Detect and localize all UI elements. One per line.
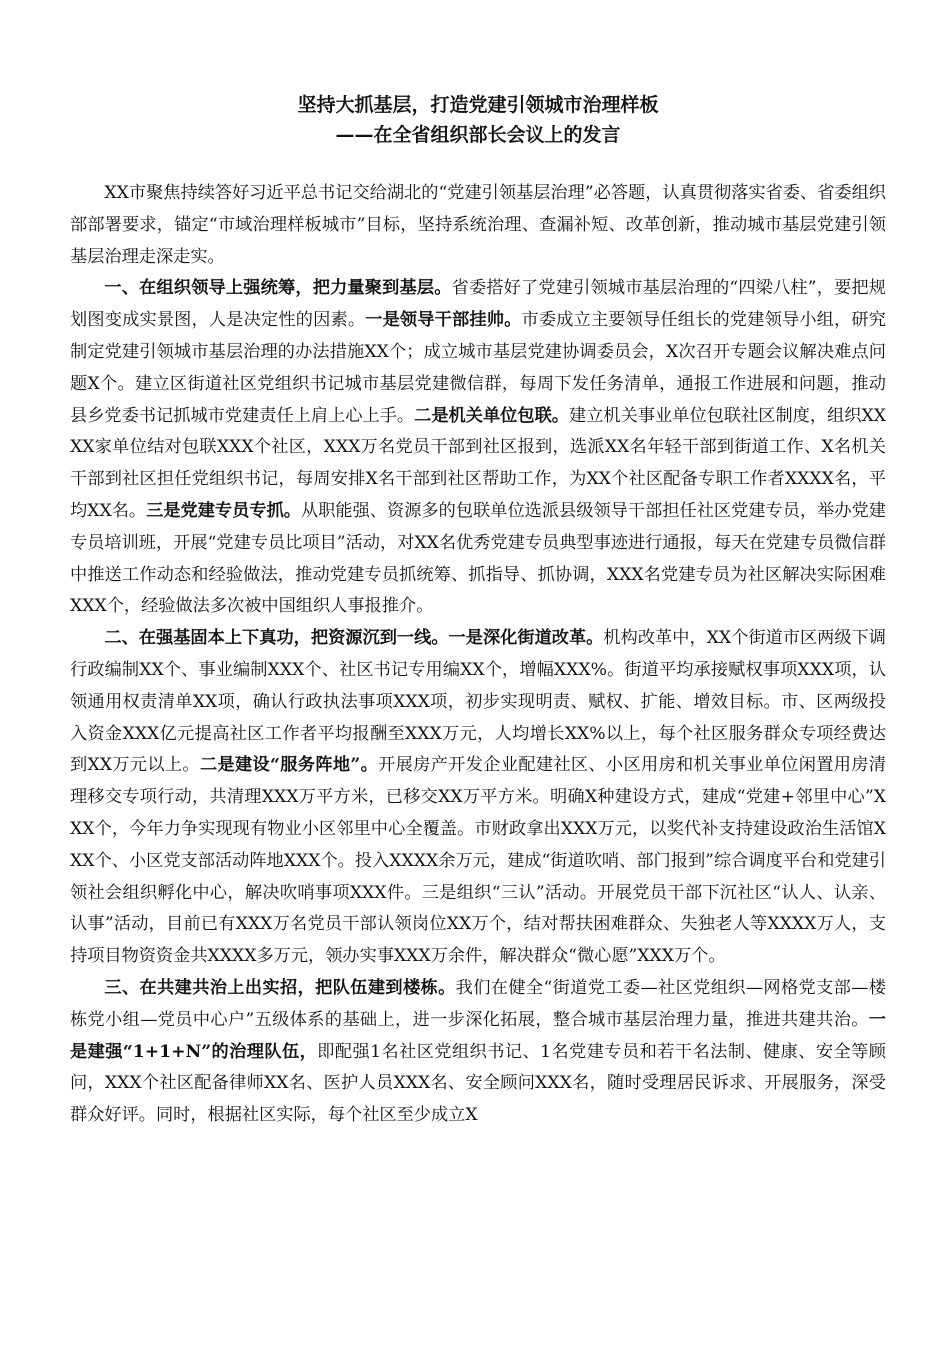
text-run: 省委搭好了党建引领城市基层治理的“四梁八柱”，要把规划图变成实景图，人是决定性的因素。 xyxy=(70,278,886,331)
text-run: 即配强1名社区党组织书记、1名党建专员和若干名法制、健康、安全等顾问，XXX个社区配备律师XX名、医护人员XXX名、安全顾问XXX名，随时受理居民诉求、开展服务，深受群众好评。同时，根据社区实际，每个社区至少成立X xyxy=(70,1041,886,1126)
point-heading: 一是深化街道改革。 xyxy=(448,628,604,649)
section-heading: 一、在组织领导上强统筹，把力量聚到基层。 xyxy=(104,278,452,299)
paragraph-section-1 xyxy=(70,273,886,623)
document-page xyxy=(70,90,886,1132)
text-run: 开展房产开发企业配建社区、小区用房和机关事业单位闲置用房清理移交专项行动，共清理XXX万平方米，已移交XX万平方米。明确X种建设方式，建成“党建+邻里中心”XXX个，今年力争实现现有物业小区邻里中心全覆盖。市财政拿出XXX万元，以奖代补支持建设政治生活馆XXX个、小区党支部活动阵地XXX个。投入XXXX余万元，建成“街道吹哨、部门报到”综合调度平台和党建引领社会组织孵化中心，解决吹哨事项XXX件。三是组织“三认”活动。开展党员干部下沉社区“认人、认亲、认事”活动，目前已有XXX万名党员干部认领岗位XX万个，结对帮扶困难群众、失独老人等XXXX万人，支持项目物资资金共XXXX多万元，领办实事XXX万余件，解决群众“微心愿”XXX万个。 xyxy=(70,755,886,967)
paragraph-section-3 xyxy=(70,973,886,1132)
paragraph-intro xyxy=(70,178,886,273)
point-heading: 三是党建专员专抓。 xyxy=(146,500,301,521)
point-heading: 一是领导干部挂帅。 xyxy=(365,310,522,331)
paragraph-section-2 xyxy=(70,623,886,973)
text-run: 建立机关事业单位包联社区制度，组织XXXX家单位结对包联XXX个社区，XXX万名党员干部到社区报到，选派XX名年轻干部到街道工作、X名机关干部到社区担任党组织书记，每周安排X名干部到社区帮助工作，为XX个社区配备专职工作者XXXX名，平均XX名。 xyxy=(70,405,886,521)
section-heading: 三、在共建共治上出实招，把队伍建到楼栋。 xyxy=(104,977,456,998)
text-run: 我们在健全“街道党工委—社区党组织—网格党支部—楼栋党小组—党员中心户”五级体系的基础上，进一步深化拓展，整合城市基层治理力量，推进共建共治。 xyxy=(70,977,886,1030)
point-heading: 一是建强“1+1+N”的治理队伍， xyxy=(70,1009,886,1062)
text-run: 从职能强、资源多的包联单位选派县级领导干部担任社区党建专员，举办党建专员培训班，开展“党建专员比项目”活动，对XX名优秀党建专员典型事迹进行通报，每天在党建专员微信群中推送工作动态和经验做法，推动党建专员抓统筹、抓指导、抓协调，XXX名党建专员为社区解决实际困难XXX个，经验做法多次被中国组织人事报推介。 xyxy=(70,500,886,617)
document-subtitle: ——在全省组织部长会议上的发言 xyxy=(335,124,621,146)
text-run: XX市聚焦持续答好习近平总书记交给湖北的“党建引领基层治理”必答题，认真贯彻落实省委、省委组织部部署要求，锚定“市域治理样板城市”目标，坚持系统治理、查漏补短、改革创新，推动城市基层党建引领基层治理走深走实。 xyxy=(70,183,886,267)
text-run: 市委成立主要领导任组长的党建领导小组，研究制定党建引领城市基层治理的办法措施XX个；成立城市基层党建协调委员会，X次召开专题会议解决难点问题X个。建立区街道社区党组织书记城市基层党建微信群，每周下发任务清单，通报工作进展和问题，推动县乡党委书记抓城市党建责任上肩上心上手。 xyxy=(70,310,886,426)
point-heading: 二是建设“服务阵地”。 xyxy=(199,755,379,776)
section-heading: 二、在强基固本上下真功，把资源沉到一线。 xyxy=(104,628,449,649)
point-heading: 二是机关单位包联。 xyxy=(414,405,569,426)
text-run: 机构改革中，XX个街道市区两级下调行政编制XX个、事业编制XXX个、社区书记专用编XX个，增幅XXX%。街道平均承接赋权事项XXX项，认领通用权责清单XX项，确认行政执法事项XXX项，初步实现明责、赋权、扩能、增效目标。市、区两级投入资金XXX亿元提高社区工作者平均报酬至XXX万元，人均增长XX%以上，每个社区服务群众专项经费达到XX万元以上。 xyxy=(70,628,886,776)
document-title: 坚持大抓基层，打造党建引领城市治理样板 xyxy=(297,94,659,116)
